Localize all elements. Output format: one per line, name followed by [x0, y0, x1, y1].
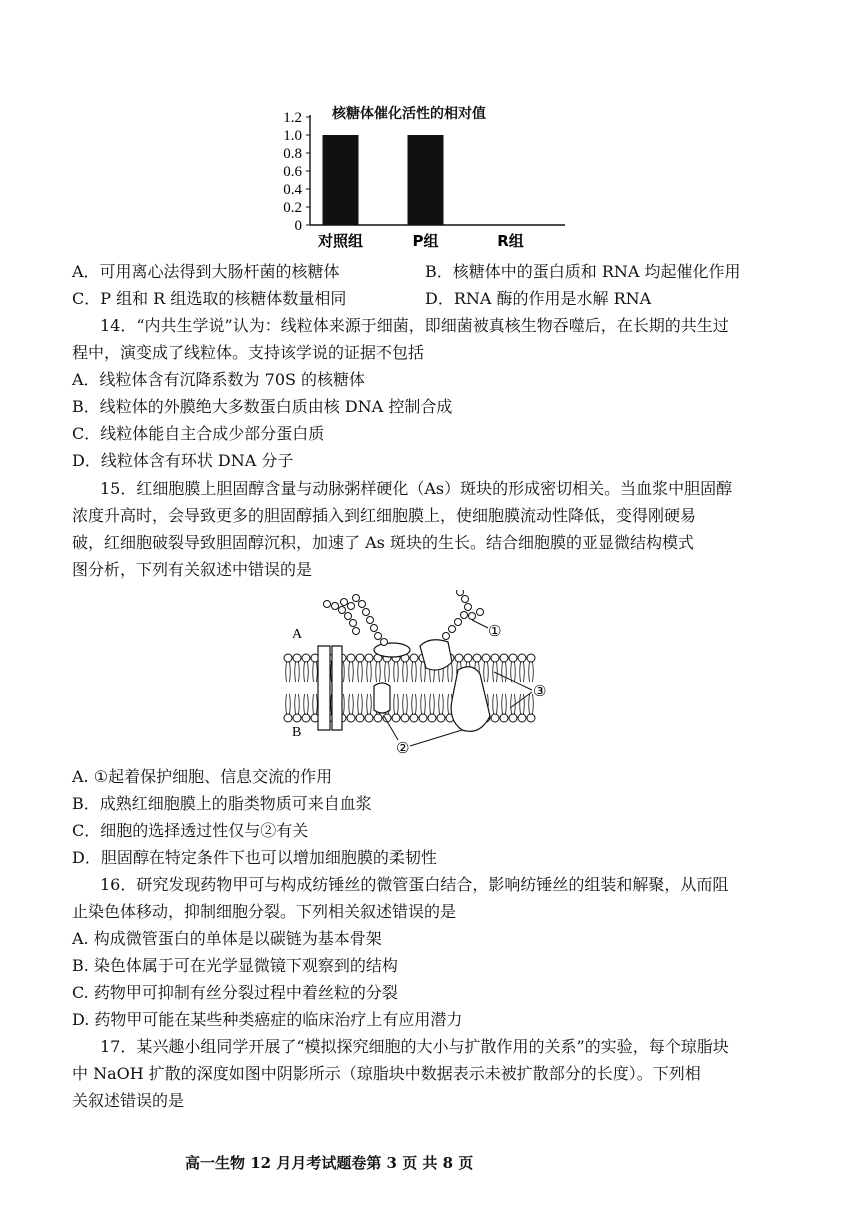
q16-stem-line2: 止染色体移动，抑制细胞分裂。下列相关叙述错误的是	[72, 902, 457, 921]
q14-option-d: D．线粒体含有环状 DNA 分子	[72, 451, 294, 470]
q14-stem-line1: 14．“内共生学说”认为：线粒体来源于细菌，即细菌被真核生物吞噬后，在长期的共生过	[100, 316, 729, 335]
y-tick-label: 0	[294, 218, 302, 234]
q17-stem-line2: 中 NaOH 扩散的深度如图中阴影所示（琼脂块中数据表示未被扩散部分的长度）。下列相	[72, 1064, 701, 1083]
y-tick-label: 1.2	[283, 110, 302, 126]
x-category-label: 对照组	[317, 232, 364, 250]
q15-stem-line3: 破，红细胞破裂导致胆固醇沉积，加速了 As 斑块的生长。结合细胞膜的亚显微结构模式	[72, 533, 694, 552]
q16-stem-line1: 16．研究发现药物甲可与构成纺锤丝的微管蛋白结合，影响纺锤丝的组装和解聚，从而阻	[100, 875, 729, 894]
q17-stem-line3: 关叙述错误的是	[72, 1091, 185, 1110]
cell-membrane-diagram	[280, 590, 560, 765]
chart-title: 核糖体催化活性的相对值	[332, 106, 486, 122]
y-tick-label: 0.2	[283, 200, 302, 216]
x-category-label: R组	[497, 232, 524, 250]
q15-stem-line1: 15．红细胞膜上胆固醇含量与动脉粥样硬化（As）斑块的形成密切相关。当血浆中胆固醇	[100, 479, 733, 498]
q14-option-c: C．线粒体能自主合成少部分蛋白质	[72, 424, 325, 443]
q13-option-c: C．P 组和 R 组选取的核糖体数量相同	[72, 289, 347, 308]
y-tick-label: 0.8	[283, 146, 302, 162]
y-tick-label: 0.6	[283, 164, 302, 180]
q16-option-c: C. 药物甲可抑制有丝分裂过程中着丝粒的分裂	[72, 983, 398, 1002]
q15-option-c: C．细胞的选择透过性仅与②有关	[72, 821, 309, 840]
label-side-b: B	[292, 725, 302, 740]
q15-stem-line4: 图分析，下列有关叙述中错误的是	[72, 560, 313, 579]
q16-option-b: B. 染色体属于可在光学显微镜下观察到的结构	[72, 956, 398, 975]
q15-option-b: B．成熟红细胞膜上的脂类物质可来自血浆	[72, 794, 372, 813]
q16-option-d: D. 药物甲可能在某些种类癌症的临床治疗上有应用潜力	[72, 1010, 463, 1029]
glycoprotein	[420, 640, 452, 670]
embedded-protein	[374, 683, 390, 713]
label-1: ①	[488, 622, 502, 640]
q14-option-a: A．线粒体含有沉降系数为 70S 的核糖体	[72, 370, 366, 389]
label-2: ②	[396, 739, 410, 757]
q15-stem-line2: 浓度升高时，会导致更多的胆固醇插入到红细胞膜上，使细胞膜流动性降低，变得刚硬易	[72, 506, 697, 525]
page-footer: 高一生物 12 月月考试题卷第 3 页 共 8 页	[185, 1154, 474, 1172]
bar-chart	[270, 100, 570, 260]
q13-option-b: B．核糖体中的蛋白质和 RNA 均起催化作用	[425, 262, 741, 281]
peripheral-protein	[374, 643, 410, 657]
q13-option-d: D．RNA 酶的作用是水解 RNA	[425, 289, 652, 308]
y-tick-label: 1.0	[283, 128, 302, 144]
y-tick-label: 0.4	[283, 182, 302, 198]
label-side-a: A	[292, 627, 303, 642]
q14-option-b: B．线粒体的外膜绝大多数蛋白质由核 DNA 控制合成	[72, 397, 453, 416]
q14-stem-line2: 程中，演变成了线粒体。支持该学说的证据不包括	[72, 343, 425, 362]
bar-0	[323, 135, 359, 225]
q13-option-a: A．可用离心法得到大肠杆菌的核糖体	[72, 262, 340, 281]
sugar-chain	[324, 590, 484, 646]
x-category-label: P组	[412, 232, 439, 250]
q16-option-a: A. 构成微管蛋白的单体是以碳链为基本骨架	[72, 929, 382, 948]
bar-1	[408, 135, 444, 225]
q17-stem-line1: 17．某兴趣小组同学开展了“模拟探究细胞的大小与扩散作用的关系”的实验，每个琼脂块	[100, 1037, 729, 1056]
label-3: ③	[533, 682, 547, 700]
channel-protein	[318, 646, 342, 730]
q15-option-a: A. ①起着保护细胞、信息交流的作用	[72, 767, 333, 786]
q15-option-d: D．胆固醇在特定条件下也可以增加细胞膜的柔韧性	[72, 848, 437, 867]
